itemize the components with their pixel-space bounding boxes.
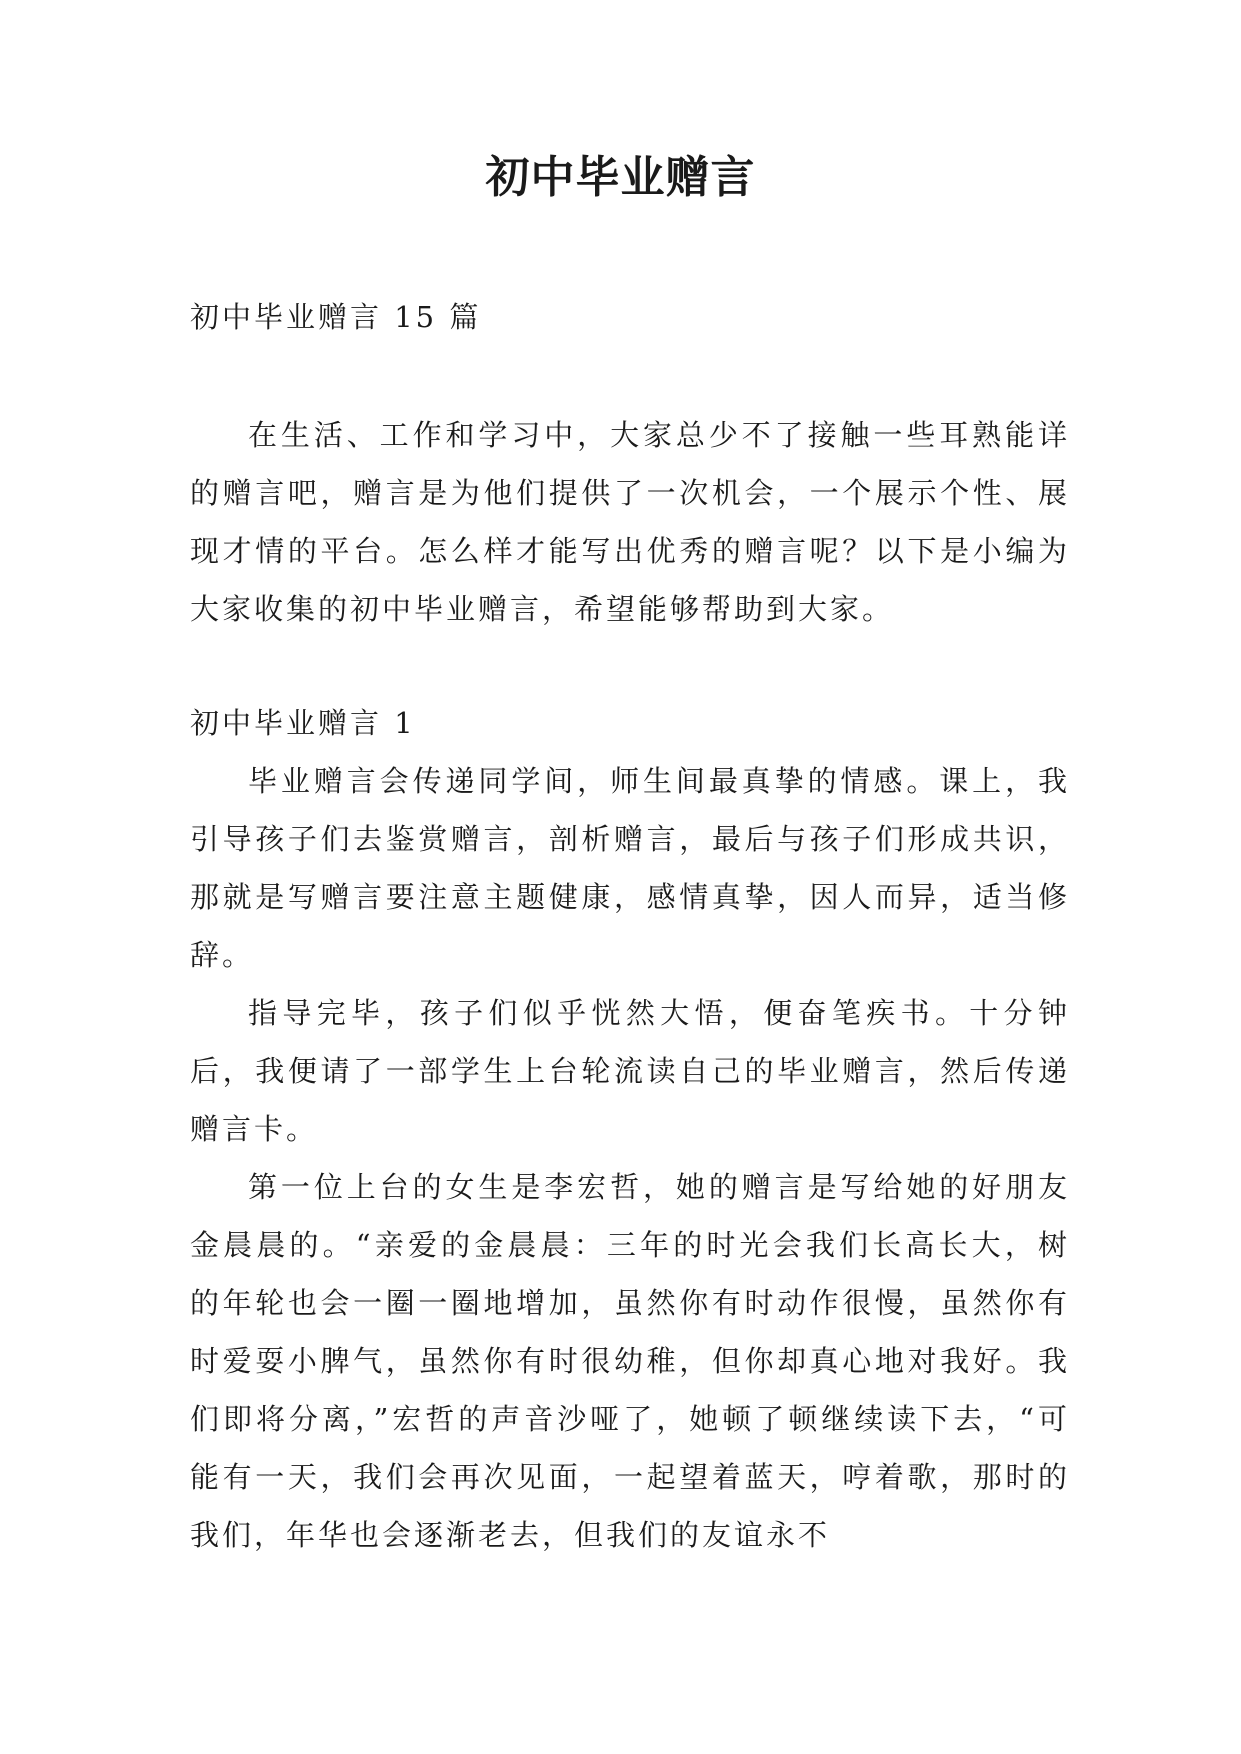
document-body: [190, 288, 1070, 1564]
section-heading: 初中毕业赠言 1: [190, 706, 416, 740]
intro-paragraph: 在生活、工作和学习中，大家总少不了接触一些耳熟能详的赠言吧，赠言是为他们提供了一次机会，一个展示个性、展现才情的平台。怎么样才能写出优秀的赠言呢？以下是小编为大家收集的初中毕业赠言，希望能够帮助到大家。: [190, 418, 1070, 626]
spacer: [190, 638, 1070, 694]
body-paragraph: 第一位上台的女生是李宏哲，她的赠言是写给她的好朋友金晨晨的。“亲爱的金晨晨：三年的时光会我们长高长大，树的年轮也会一圈一圈地增加，虽然你有时动作很慢，虽然你有时爱耍小脾气，虽然你有时很幼稚，但你却真心地对我好。我们即将分离，”宏哲的声音沙哑了，她顿了顿继续读下去，“可能有一天，我们会再次见面，一起望着蓝天，哼着歌，那时的我们，年华也会逐渐老去，但我们的友谊永不: [190, 1170, 1070, 1552]
body-paragraph: 毕业赠言会传递同学间，师生间最真挚的情感。课上，我引导孩子们去鉴赏赠言，剖析赠言，最后与孩子们形成共识，那就是写赠言要注意主题健康，感情真挚，因人而异，适当修辞。: [190, 764, 1070, 972]
body-paragraph: 指导完毕，孩子们似乎恍然大悟，便奋笔疾书。十分钟后，我便请了一部学生上台轮流读自己的毕业赠言，然后传递赠言卡。: [190, 996, 1070, 1146]
document-title: 初中毕业赠言: [485, 152, 756, 203]
document-subtitle: 初中毕业赠言 15 篇: [190, 300, 482, 334]
spacer: [190, 346, 1070, 406]
